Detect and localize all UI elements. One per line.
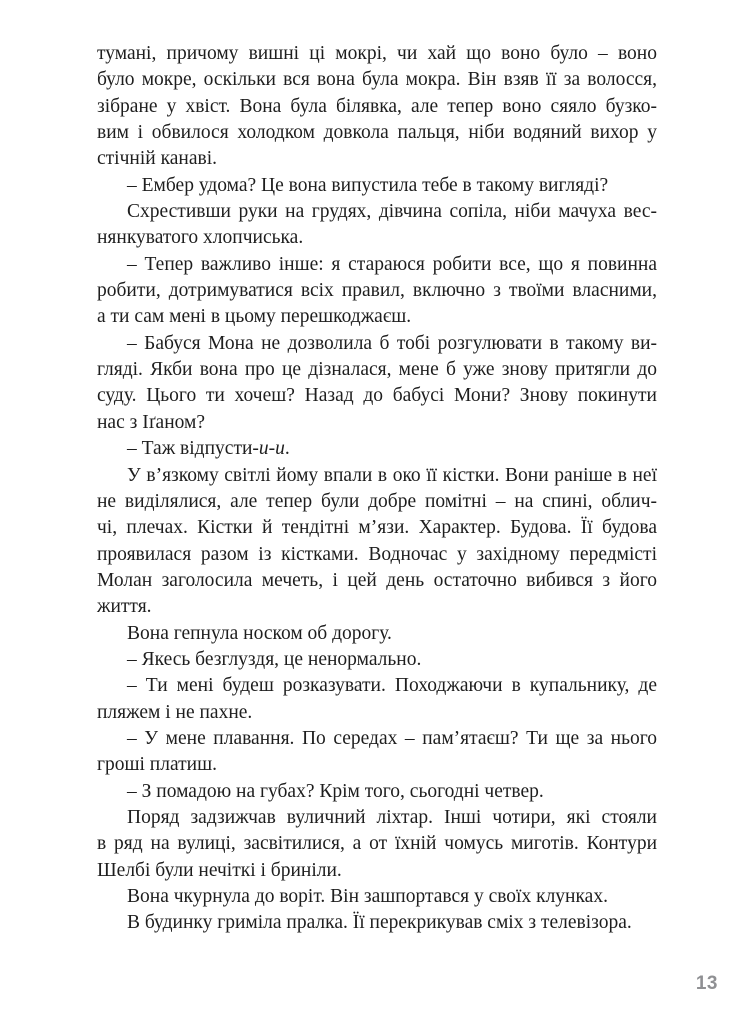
paragraph <box>97 199 657 252</box>
text-line: У в’язкому світлі йому впали в око її кістки. Вони раніше в неї <box>127 464 657 486</box>
paragraph <box>97 173 657 199</box>
text-line: зібране у хвіст. Вона була білявка, але тепер воно сяяло бузко- <box>97 95 657 117</box>
text-line: нас з Іґаном? <box>97 411 206 433</box>
paragraph <box>97 647 657 673</box>
paragraph <box>97 884 657 910</box>
regular-text: – Таж відпусти- <box>127 438 259 460</box>
paragraph <box>97 331 657 436</box>
text-line: було мокре, оскільки вся вона була мокра. Він взяв її за волосся, <box>97 69 657 91</box>
text-line: стічній канаві. <box>97 148 217 170</box>
text-line: Молан заголосила мечеть, і цей день остаточно вибився з його <box>97 569 657 591</box>
paragraph <box>97 805 657 884</box>
text-line: Вона чкурнула до воріт. Він зашпортався у своїх клунках. <box>127 886 608 907</box>
text-line: – Ембер удома? Це вона випустила тебе в такому вигляді? <box>127 174 609 196</box>
text-line: Поряд задзижчав вуличний ліхтар. Інші чотири, які стояли <box>127 806 657 828</box>
text-line: – У мене плавання. По середах – пам’ятаєш? Ти ще за нього <box>127 727 657 749</box>
text-line: Вона гепнула носком об дорогу. <box>127 622 392 644</box>
text-line: вим і обвилося холодком довкола пальця, ніби водяний вихор у <box>97 122 657 144</box>
text-line: пляжем і не пахне. <box>97 701 253 723</box>
italic-text: и-и <box>258 438 285 460</box>
text-line: гроші платиш. <box>97 754 217 776</box>
paragraph <box>97 252 657 331</box>
text-line: Шелбі були нечіткі і бриніли. <box>97 859 342 881</box>
text-line: В будинку гриміла пралка. Її перекрикував сміх з телевізора. <box>127 912 632 934</box>
text-line: гляді. Якби вона про це дізналася, мене б уже знову притягли до <box>97 359 657 381</box>
text-line: тумані, причому вишні ці мокрі, чи хай що воно було – воно <box>97 43 657 64</box>
paragraph <box>97 621 657 647</box>
text-line: чі, плечах. Кістки й тендітні м’язи. Характер. Будова. Її будова <box>97 517 657 539</box>
paragraph <box>97 673 657 726</box>
text-line: життя. <box>97 596 152 618</box>
text-line: – Бабуся Мона не дозволила б тобі розгулювати в такому ви- <box>127 332 657 354</box>
text-line: – З помадою на губах? Крім того, сьогодні четвер. <box>127 780 544 802</box>
text-line: – Ти мені будеш розказувати. Походжаючи в купальнику, де <box>127 675 657 697</box>
text-line: – Якесь безглуздя, це ненормально. <box>127 648 422 670</box>
text-line: нянкуватого хлопчиська. <box>97 227 304 249</box>
text-line: проявилася разом із кістками. Водночас у західному передмісті <box>97 543 657 565</box>
paragraph <box>97 41 657 173</box>
text-line: Схрестивши руки на грудях, дівчина сопіла, ніби мачуха вес- <box>127 201 657 223</box>
text-line: не виділялися, але тепер були добре помітні – на спині, облич- <box>97 490 657 512</box>
text-line: в ряд на вулиці, засвітилися, а от їхній чомусь миготів. Контури <box>97 833 657 855</box>
text-line <box>97 436 657 462</box>
paragraph <box>97 463 657 621</box>
text-block <box>97 41 657 937</box>
text-line: робити, дотримуватися всіх правил, включно з твоїми власними, <box>97 280 657 302</box>
text-line: суду. Цього ти хочеш? Назад до бабусі Мони? Знову покинути <box>97 385 657 407</box>
paragraph <box>97 726 657 779</box>
regular-text: . <box>284 438 290 460</box>
page-number: 13 <box>695 973 718 994</box>
text-line: а ти сам мені в цьому перешкоджаєш. <box>97 306 412 328</box>
paragraph <box>97 436 657 462</box>
paragraph <box>97 779 657 805</box>
text-line: – Тепер важливо інше: я стараюся робити все, що я повинна <box>127 253 657 275</box>
paragraph <box>97 910 657 936</box>
